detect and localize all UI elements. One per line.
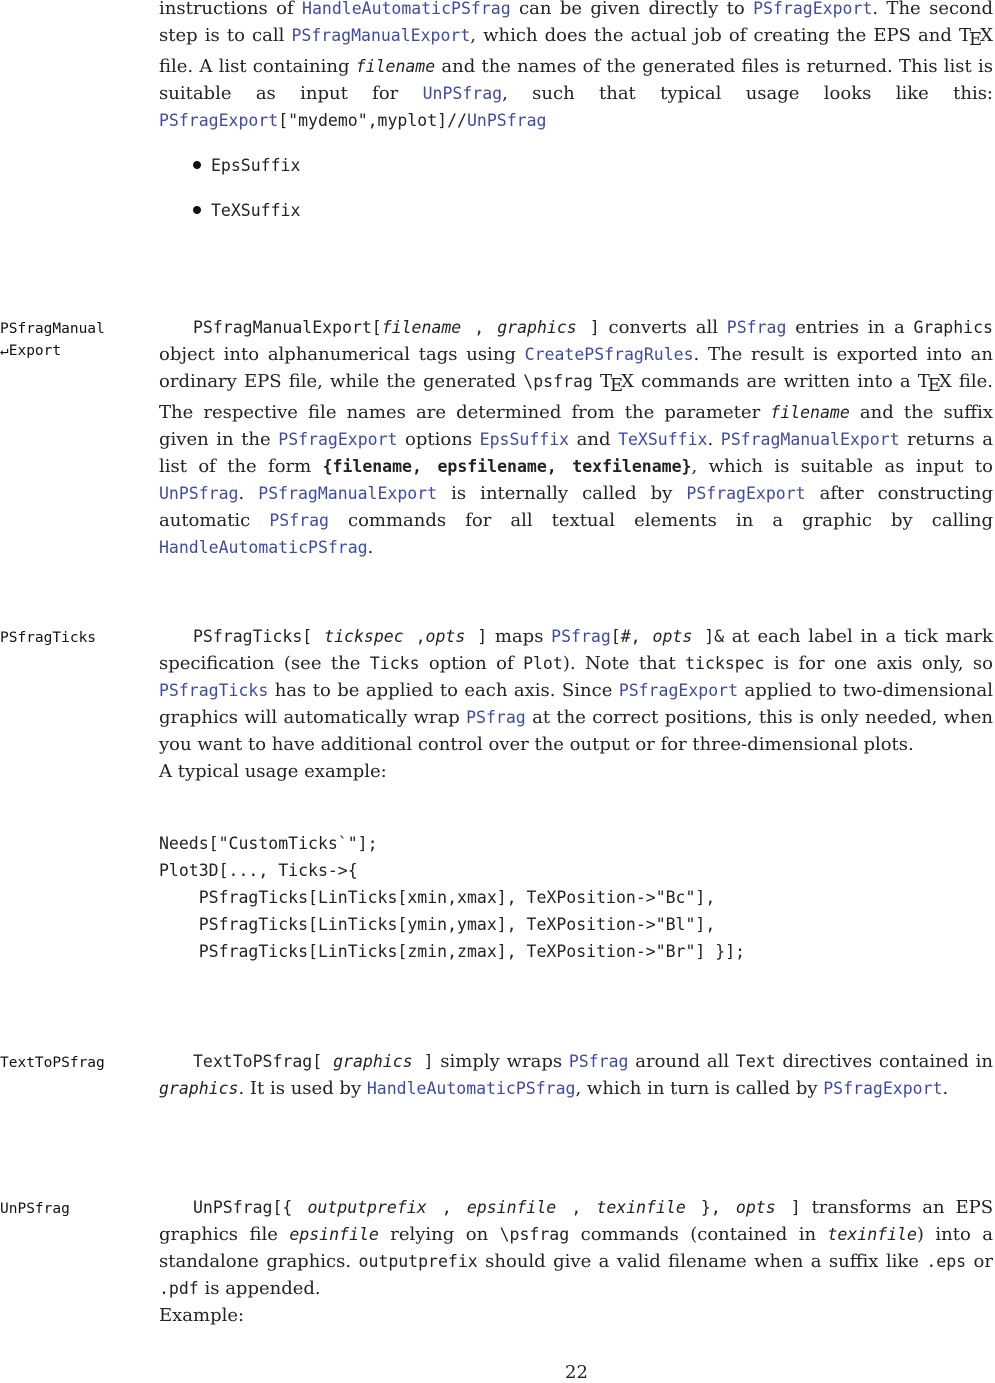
example-label: Example: <box>159 1305 245 1326</box>
link-psfragexport[interactable]: PSfragExport <box>159 111 279 130</box>
link-psfragticks[interactable]: PSfragTicks <box>159 681 269 700</box>
entry-texttopsfrag: TextToPSfrag[ graphics ] simply wraps PSfrag around all Text directives contained in graphics. It is used by HandleAutomaticPSfrag, which in turn is called by PSfragExport. <box>159 1051 993 1099</box>
link-texsuffix[interactable]: TeXSuffix <box>618 430 708 449</box>
link-epssuffix[interactable]: EpsSuffix <box>479 430 570 449</box>
link-psfragexport[interactable]: PSfragExport <box>823 1079 943 1098</box>
arg-filename: filename <box>355 57 436 76</box>
margin-label-unpsfrag: UnPSfrag <box>0 1201 70 1217</box>
entry-psfragticks: PSfragTicks[ tickspec ,opts ] maps PSfrag[#, opts ]& at each label in a tick mark specification (see the Ticks option of Plot). Note that tickspec is for one axis only, so PSfragTicks has to be applied to each axis. Since PSfragExport applied to two-dimensional graphics will automatically wrap PSfrag at the correct positions, this is only needed, when you want to have additional control over the output or for three-dimensional plots. A typical usage example: <box>159 626 993 782</box>
link-unpsfrag[interactable]: UnPSfrag <box>422 84 503 103</box>
link-psfragmanualexport[interactable]: PSfragManualExport <box>720 430 900 449</box>
link-unpsfrag[interactable]: UnPSfrag <box>159 484 239 503</box>
margin-label-psfragmanualexport: PSfragManual ↵Export <box>0 321 105 359</box>
code-inline: ["mydemo",myplot]// <box>278 111 467 130</box>
link-handleautomaticpsfrag[interactable]: HandleAutomaticPSfrag <box>302 0 511 18</box>
code-block-ticks: Needs["CustomTicks`"]; Plot3D[..., Ticks->{ PSfragTicks[LinTicks[xmin,xmax], TeXPosition->"Bc"], PSfragTicks[LinTicks[ymin,ymax], TeXPosition->"Bl"], PSfragTicks[LinTicks[zmin,zmax], TeXPosition->"Br"] }]; <box>159 834 746 961</box>
margin-label-psfragticks: PSfragTicks <box>0 630 97 646</box>
link-psfragmanualexport[interactable]: PSfragManualExport <box>258 484 438 503</box>
tex-logo: $T_EX$ <box>917 371 952 396</box>
link-createpsfragrules[interactable]: CreatePSfragRules <box>524 345 694 364</box>
link-psfrag[interactable]: PSfrag <box>269 511 329 530</box>
link-psfragmanualexport[interactable]: PSfragManualExport <box>291 26 471 45</box>
bullet-item: TeXSuffix <box>193 201 300 220</box>
bullet-dot-icon <box>193 206 201 214</box>
tex-logo: $T_EX$ <box>959 25 993 50</box>
entry-psfragmanualexport: PSfragManualExport[filename , graphics ] converts all PSfrag entries in a Graphics object into alphanumerical tags using CreatePSfragRules. The result is exported into an ordinary EPS file, while the generated \psfrag $T_EX$ commands are written into a $T_EX$ file. The respective file names are determined from the parameter filename and the suffix given in the PSfragExport options EpsSuffix and TeXSuffix. PSfragManualExport returns a list of the form {filename, epsfilename, texfilename}, which is suitable as input to UnPSfrag. PSfragManualExport is internally called by PSfragExport after constructing automatic PSfrag commands for all textual elements in a graphic by calling HandleAutomaticPSfrag. <box>159 317 994 558</box>
margin-label-texttopsfrag: TextToPSfrag <box>0 1055 105 1071</box>
link-handleautomaticpsfrag[interactable]: HandleAutomaticPSfrag <box>366 1079 576 1098</box>
link-psfragexport[interactable]: PSfragExport <box>618 681 739 700</box>
bullet-item: EpsSuffix <box>193 156 300 175</box>
link-psfragexport[interactable]: PSfragExport <box>278 430 398 449</box>
link-psfragexport[interactable]: PSfragExport <box>686 484 806 503</box>
tex-logo: $T_EX$ <box>600 371 634 396</box>
bullet-dot-icon <box>193 161 201 169</box>
example-label: A typical usage example: <box>159 761 387 782</box>
link-psfragexport[interactable]: PSfragExport <box>753 0 873 18</box>
link-handleautomaticpsfrag[interactable]: HandleAutomaticPSfrag <box>159 538 368 557</box>
page-number: 22 <box>565 1362 588 1383</box>
entry-unpsfrag: UnPSfrag[{ outputprefix , epsinfile , texinfile }, opts ] transforms an EPS graphics file epsinfile relying on \psfrag commands (contained in texinfile) into a standalone graphics. outputprefix should give a valid filename when a suffix like .eps or .pdf is appended. Example: <box>159 1197 994 1326</box>
link-psfrag[interactable]: PSfrag <box>726 318 787 337</box>
link-psfrag[interactable]: PSfrag <box>551 627 611 646</box>
link-psfrag[interactable]: PSfrag <box>466 708 526 727</box>
link-unpsfrag[interactable]: UnPSfrag <box>466 111 547 130</box>
intro-paragraph: instructions of HandleAutomaticPSfrag can be given directly to PSfragExport. The second step is to call PSfragManualExport, which does the actual job of creating the EPS and $T_EX$ file. A list containing filename and the names of the generated files is returned. This list is suitable as input for UnPSfrag, such that typical usage looks like this: PSfragExport["mydemo",myplot]//UnPSfrag <box>159 0 993 130</box>
link-psfrag[interactable]: PSfrag <box>568 1052 629 1071</box>
